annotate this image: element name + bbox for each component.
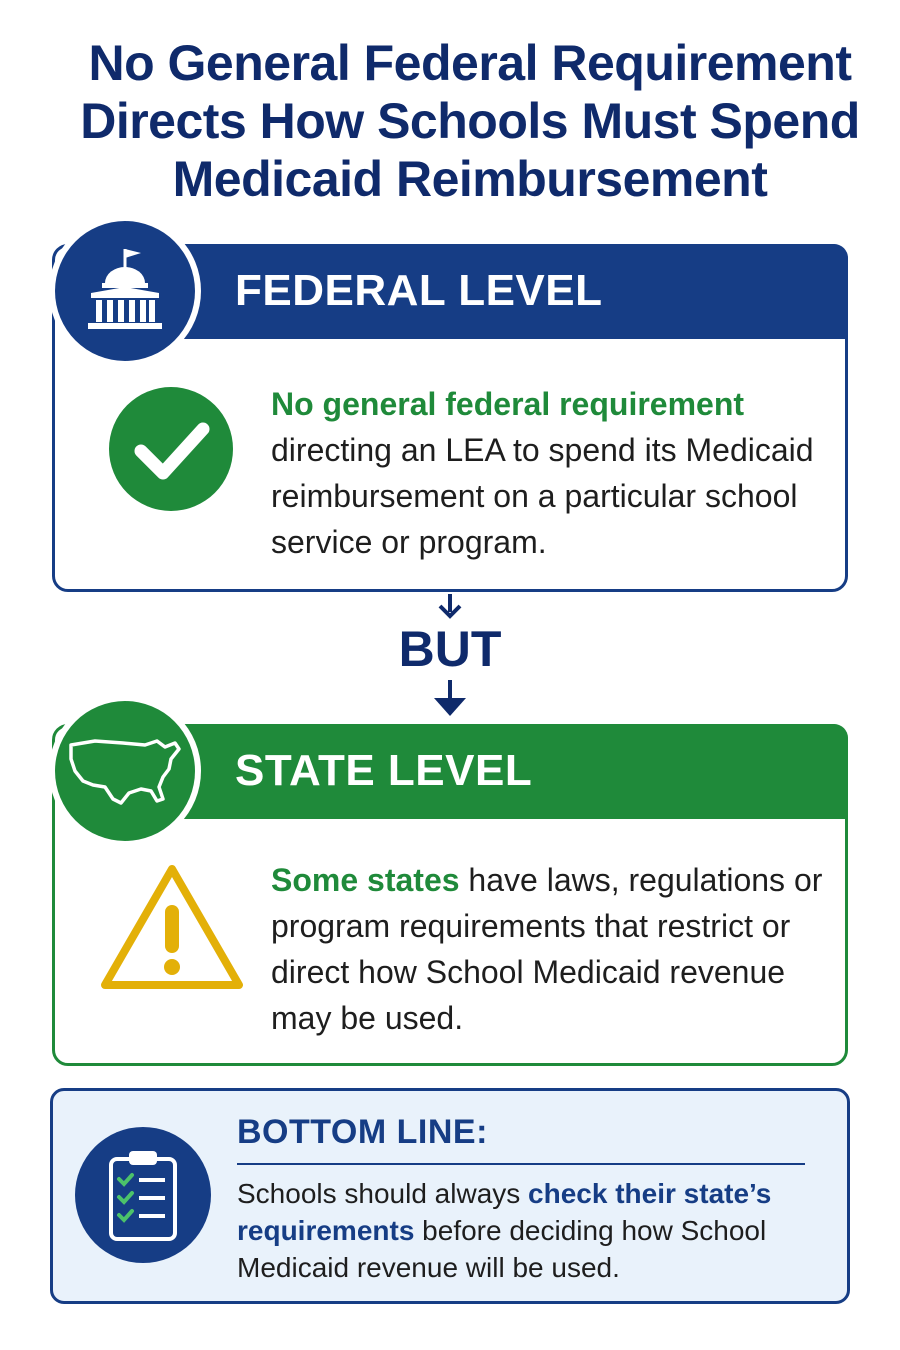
title-line-1: No General Federal Requirement bbox=[88, 35, 852, 91]
federal-description bbox=[271, 381, 831, 565]
but-connector-label: BUT bbox=[398, 621, 502, 677]
federal-level-header bbox=[171, 244, 848, 339]
state-level-card bbox=[52, 724, 848, 1066]
bottom-line-highlight: check their state’s requirements bbox=[237, 1178, 772, 1246]
state-highlight: Some states bbox=[271, 862, 460, 898]
bottom-line-text bbox=[237, 1175, 827, 1286]
federal-body: directing an LEA to spend its Medicaid reimbursement on a particular school service or program. bbox=[271, 432, 814, 560]
bottom-line-divider bbox=[237, 1163, 805, 1165]
federal-badge bbox=[49, 215, 201, 367]
bottom-line-text-start: Schools should always bbox=[237, 1178, 529, 1209]
warning-triangle-icon bbox=[99, 861, 245, 995]
federal-level-card bbox=[52, 244, 848, 592]
page-title bbox=[40, 34, 900, 208]
state-description bbox=[271, 857, 831, 1041]
state-body: have laws, regulations or program requirements that restrict or direct how School Medicaid revenue may be used. bbox=[271, 862, 823, 1036]
capitol-building-icon bbox=[55, 221, 195, 361]
checkmark-circle-icon bbox=[107, 385, 235, 513]
usa-map-icon bbox=[55, 701, 195, 841]
title-line-2: Directs How Schools Must Spend bbox=[80, 93, 860, 149]
state-badge bbox=[49, 695, 201, 847]
bottom-line-text-end: before deciding how School Medicaid revenue will be used. bbox=[237, 1215, 767, 1283]
federal-level-title: FEDERAL LEVEL bbox=[235, 266, 603, 315]
state-level-title: STATE LEVEL bbox=[235, 746, 533, 795]
title-line-3: Medicaid Reimbursement bbox=[172, 151, 768, 207]
bottom-line-panel bbox=[50, 1088, 850, 1304]
federal-highlight: No general federal requirement bbox=[271, 386, 745, 422]
state-level-header bbox=[171, 724, 848, 819]
clipboard-checklist-icon bbox=[75, 1127, 211, 1263]
bottom-line-heading: BOTTOM LINE: bbox=[237, 1113, 488, 1151]
